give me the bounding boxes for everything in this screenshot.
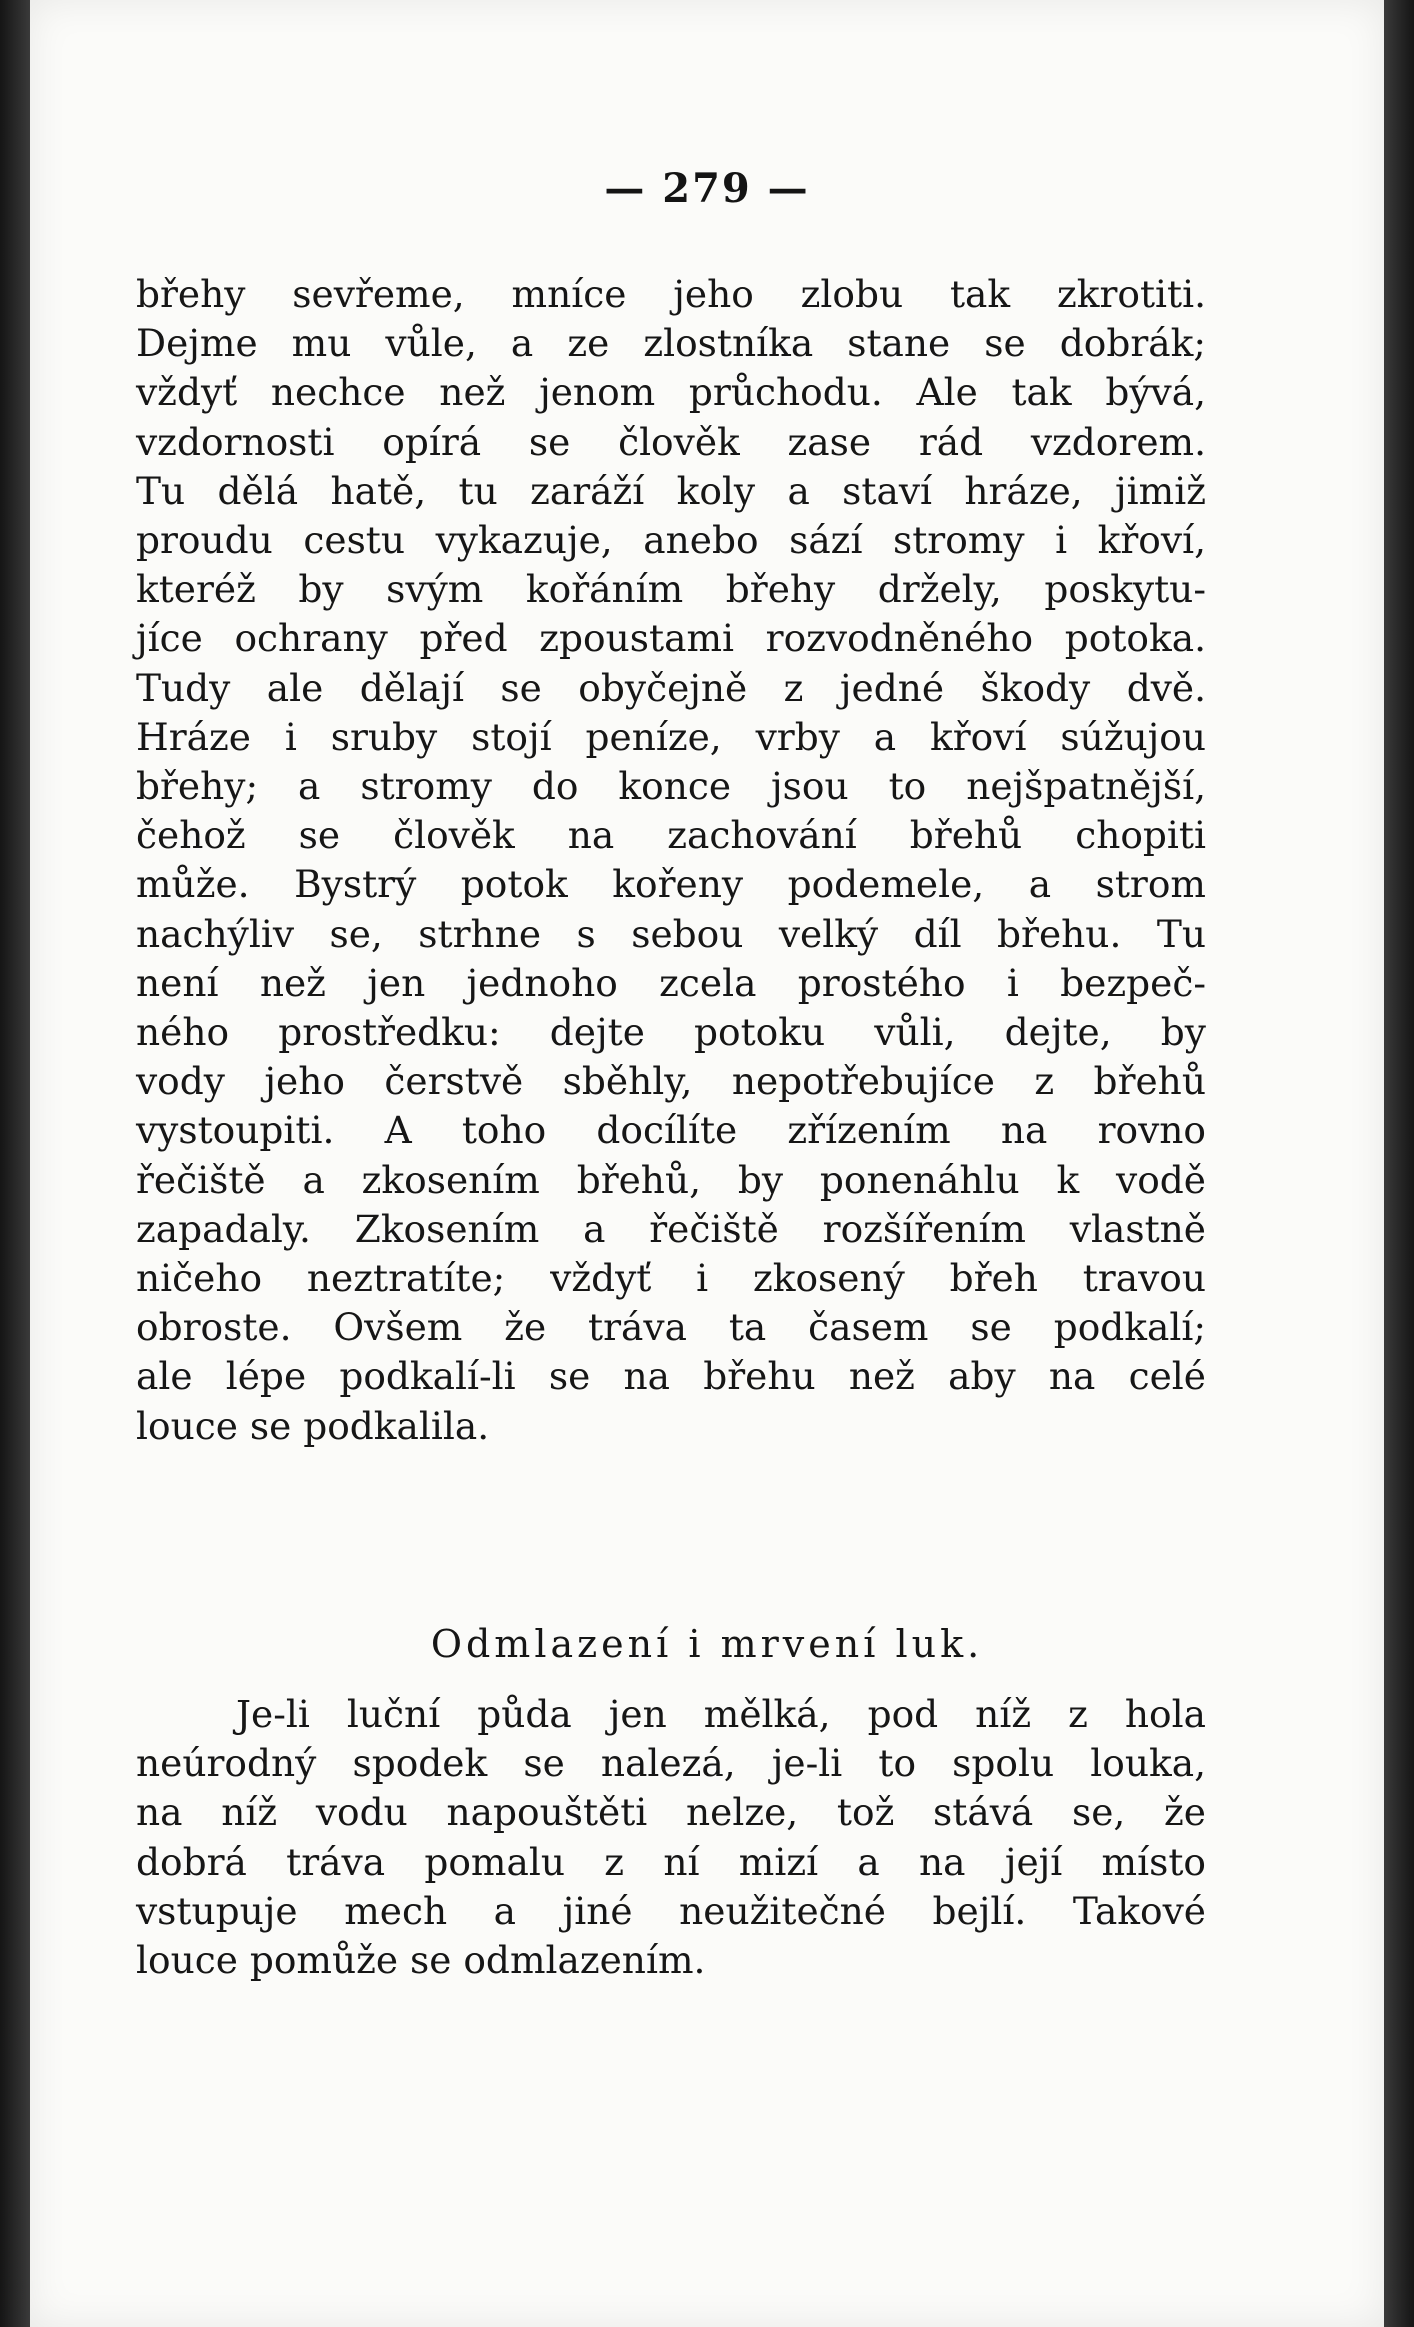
text-line: na níž vodu napouštěti nelze, tož stává se, že [136,1790,1206,1835]
text-line: jíce ochrany před zpoustami rozvodněného potoka. [136,616,1206,661]
text-line: vzdornosti opírá se člověk zase rád vzdorem. [136,419,1206,464]
paragraph-1 [136,270,1206,1451]
text-line: vždyť nechce než jenom průchodu. Ale tak bývá, [136,370,1206,415]
text-line: Je-li luční půda jen mělká, pod níž z hola [236,1692,1206,1736]
text-line: proudu cestu vykazuje, anebo sází stromy i křoví, [136,518,1206,563]
text-line: není než jen jednoho zcela prostého i bezpeč- [136,960,1206,1005]
text-line: ného prostředku: dejte potoku vůli, dejte, by [136,1010,1206,1055]
page-edge-right [1384,0,1414,2327]
text-line: nachýliv se, strhne s sebou velký díl břehu. Tu [136,911,1206,956]
text-line: kteréž by svým kořáním břehy držely, poskytu- [136,567,1206,612]
paragraph-2 [136,1690,1206,1985]
book-page [30,0,1384,2327]
text-line: ničeho neztratíte; vždyť i zkosený břeh travou [136,1256,1206,1301]
text-line: ale lépe podkalí-li se na břehu než aby na celé [136,1354,1206,1399]
text-line: Dejme mu vůle, a ze zlostníka stane se dobrák; [136,321,1206,366]
text-line: řečiště a zkosením břehů, by ponenáhlu k vodě [136,1157,1206,1202]
text-line: neúrodný spodek se nalezá, je-li to spolu louka, [136,1741,1206,1786]
text-line: vody jeho čerstvě sběhly, nepotřebujíce z břehů [136,1059,1206,1104]
text-line: Tudy ale dělají se obyčejně z jedné škody dvě. [136,665,1206,710]
text-line: může. Bystrý potok kořeny podemele, a strom [136,862,1206,907]
text-line: louce se podkalila. [136,1403,490,1448]
page-edge-left [0,0,30,2327]
text-line: břehy sevřeme, mníce jeho zlobu tak zkrotiti. [136,272,1206,316]
page-number: — 279 — [604,165,810,212]
text-line: čehož se člověk na zachování břehů chopiti [136,813,1206,858]
text-line: vystoupiti. A toho docílíte zřízením na rovno [136,1108,1206,1153]
text-line: obroste. Ovšem že tráva ta časem se podkalí; [136,1305,1206,1350]
section-heading: Odmlazení i mrvení luk. [430,1622,984,1666]
text-line: Hráze i sruby stojí peníze, vrby a křoví súžujou [136,714,1206,759]
text-line: Tu dělá hatě, tu zaráží koly a staví hráze, jimiž [136,468,1206,513]
text-line: břehy; a stromy do konce jsou to nejšpatnější, [136,764,1206,809]
text-line: dobrá tráva pomalu z ní mizí a na její místo [136,1839,1206,1884]
text-line: louce pomůže se odmlazením. [136,1938,706,1983]
text-line: vstupuje mech a jiné neužitečné bejlí. Takové [136,1888,1206,1933]
text-line: zapadaly. Zkosením a řečiště rozšířením vlastně [136,1206,1206,1251]
